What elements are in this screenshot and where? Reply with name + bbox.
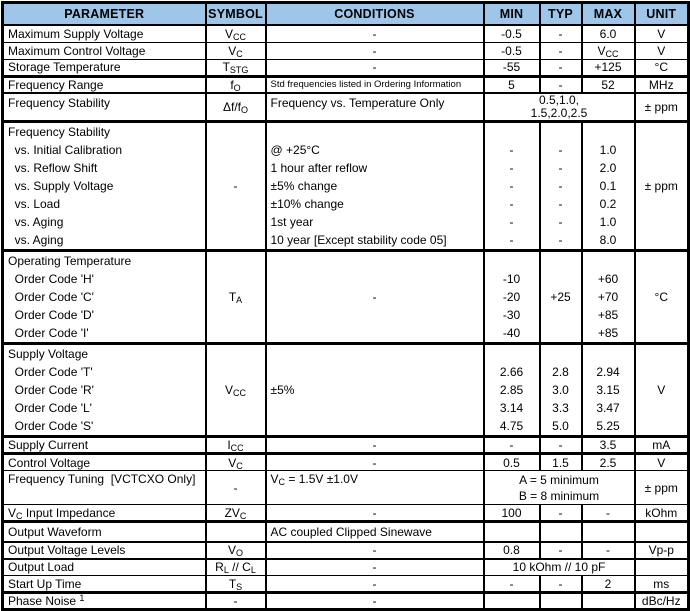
cell-line: Order Code 'I' — [8, 326, 89, 340]
cell-typ — [540, 344, 582, 437]
table-row — [3, 251, 689, 344]
cell-conditions: - — [266, 59, 484, 76]
cell-symbol: $T_A$ — [206, 251, 266, 344]
cell-line: 2.94 — [596, 365, 620, 379]
cell-line — [485, 345, 539, 363]
cell-min — [484, 522, 540, 542]
cell-min: -0.5 — [484, 42, 540, 59]
cell-line: 3.0 — [552, 383, 569, 397]
cell-unit: ± ppm — [635, 122, 689, 251]
cell-line — [541, 345, 581, 363]
cell-unit: mA — [635, 437, 689, 454]
cell-line: Frequency Stability — [8, 96, 111, 110]
cell-max: - — [582, 542, 635, 559]
cell-line: -40 — [502, 326, 521, 340]
cell-line: 1st year — [270, 215, 314, 229]
cell-min: 100 — [484, 505, 540, 522]
cell-line: - — [558, 143, 563, 157]
cell-max — [582, 122, 635, 251]
column-header-typ: TYP — [540, 3, 582, 26]
cell-line: B = 8 minimum — [518, 488, 600, 503]
header-row — [3, 3, 689, 26]
cell-line — [583, 123, 634, 141]
cell-line: A = 5 minimum — [519, 472, 599, 487]
cell-parameter — [3, 471, 206, 505]
cell-conditions: Std frequencies listed in Ordering Information — [266, 76, 484, 93]
cell-line: 8.0 — [599, 233, 617, 247]
cell-line: ±10% change — [270, 197, 344, 211]
column-header-conditions: CONDITIONS — [266, 3, 484, 26]
cell-min: 0.8 — [484, 542, 540, 559]
cell-typ — [540, 593, 582, 610]
cell-symbol: $ZV_C$ — [206, 505, 266, 522]
cell-line: Order Code 'T' — [8, 365, 93, 379]
cell-parameter: Maximum Control Voltage — [3, 42, 206, 59]
cell-symbol: $V_{CC}$ — [206, 25, 266, 42]
cell-line: - — [509, 197, 514, 211]
column-header-max: MAX — [582, 3, 635, 26]
cell-line: 0.5,1.0, — [538, 93, 580, 107]
cell-symbol — [206, 522, 266, 542]
cell-symbol: $V_{CC}$ — [206, 344, 266, 437]
cell-typ: - — [540, 542, 582, 559]
cell-min: 0.5 — [484, 454, 540, 471]
cell-line: - — [509, 161, 514, 175]
cell-parameter: Frequency Range — [3, 76, 206, 93]
cell-symbol: $I_{CC}$ — [206, 437, 266, 454]
cell-conditions: - — [266, 251, 484, 344]
cell-line: 3.3 — [552, 401, 569, 415]
cell-line: - — [509, 233, 514, 247]
cell-line: 2.0 — [599, 161, 617, 175]
cell-typ: - — [540, 42, 582, 59]
cell-symbol: - — [206, 471, 266, 505]
cell-line: Order Code 'S' — [8, 419, 94, 433]
cell-line: +70 — [597, 290, 619, 304]
cell-max: - — [582, 505, 635, 522]
cell-max — [582, 593, 635, 610]
cell-unit: °C — [635, 59, 689, 76]
table-row — [3, 505, 689, 522]
cell-max — [582, 344, 635, 437]
spec-sheet — [1, 1, 690, 611]
cell-line: Order Code 'L' — [8, 401, 92, 415]
cell-unit: V — [635, 454, 689, 471]
cell-line: 3.47 — [596, 401, 620, 415]
cell-conditions: - — [266, 559, 484, 576]
cell-conditions: - — [266, 42, 484, 59]
cell-line: - — [558, 161, 563, 175]
cell-symbol: $T_S$ — [206, 576, 266, 593]
cell-unit: MHz — [635, 76, 689, 93]
cell-min — [484, 471, 635, 505]
cell-unit: V — [635, 344, 689, 437]
cell-line: 5.25 — [596, 419, 620, 433]
cell-line: 4.75 — [499, 419, 524, 433]
cell-typ: +25 — [540, 251, 582, 344]
cell-line: +85 — [597, 326, 619, 340]
page — [0, 1, 690, 608]
cell-typ: - — [540, 25, 582, 42]
cell-line — [485, 123, 539, 141]
cell-line: 1.5,2.0,2.5 — [530, 106, 588, 120]
cell-min: - — [484, 576, 540, 593]
cell-parameter: $V_C$ Input Impedance — [3, 505, 206, 522]
cell-line: +85 — [597, 308, 619, 322]
cell-conditions: AC coupled Clipped Sinewave — [266, 522, 484, 542]
cell-max: $V_{CC}$ — [582, 42, 635, 59]
cell-line: Order Code 'C' — [8, 290, 94, 304]
cell-line — [583, 345, 634, 363]
cell-conditions — [266, 471, 484, 505]
column-header-min: MIN — [484, 3, 540, 26]
cell-line: - — [509, 215, 514, 229]
cell-line: vs. Load — [8, 197, 61, 211]
cell-parameter: Maximum Supply Voltage — [3, 25, 206, 42]
column-header-symbol: SYMBOL — [206, 3, 266, 26]
cell-symbol: $V_O$ — [206, 542, 266, 559]
cell-unit: ms — [635, 576, 689, 593]
spec-table — [1, 1, 690, 611]
cell-conditions: - — [266, 454, 484, 471]
table-row — [3, 593, 689, 610]
cell-typ — [540, 522, 582, 542]
cell-line: 10 year [Except stability code 05] — [270, 233, 447, 247]
cell-max: 2.5 — [582, 454, 635, 471]
cell-unit: V — [635, 42, 689, 59]
cell-conditions: - — [266, 505, 484, 522]
cell-unit: Vp-p — [635, 542, 689, 559]
cell-line: 5.0 — [552, 419, 569, 433]
cell-line: -10 — [502, 272, 521, 286]
table-row — [3, 59, 689, 76]
cell-line: 0.2 — [599, 197, 617, 211]
cell-parameter: Control Voltage — [3, 454, 206, 471]
cell-line: 1 hour after reflow — [270, 161, 368, 175]
cell-min: -55 — [484, 59, 540, 76]
cell-line: Frequency Tuning [VCTCXO Only] — [8, 472, 196, 486]
cell-line: Supply Voltage — [8, 347, 89, 361]
cell-line: Order Code 'H' — [8, 272, 94, 286]
cell-line: Operating Temperature — [8, 254, 132, 268]
cell-line: - — [558, 233, 563, 247]
cell-max: 2 — [582, 576, 635, 593]
cell-line: Order Code 'D' — [8, 308, 94, 322]
cell-conditions — [266, 122, 484, 251]
cell-parameter: Output Waveform — [3, 522, 206, 542]
cell-conditions: - — [266, 593, 484, 610]
cell-typ: - — [540, 505, 582, 522]
cell-line: $V_C = 1.5V \pm 1.0V$ — [270, 472, 358, 487]
cell-line — [541, 123, 581, 141]
table-row — [3, 122, 689, 251]
table-row — [3, 576, 689, 593]
cell-min: -0.5 — [484, 25, 540, 42]
cell-conditions: ±5% — [266, 344, 484, 437]
cell-unit — [635, 522, 689, 542]
cell-typ: - — [540, 59, 582, 76]
cell-symbol: $f_O$ — [206, 76, 266, 93]
cell-parameter: Phase Noise $^1$ — [3, 593, 206, 610]
cell-parameter: Supply Current — [3, 437, 206, 454]
cell-parameter — [3, 344, 206, 437]
table-row — [3, 25, 689, 42]
cell-line: Frequency Stability — [8, 125, 111, 139]
cell-parameter: Start Up Time — [3, 576, 206, 593]
cell-line: @ +25°C — [270, 143, 320, 157]
cell-line: vs. Aging — [8, 233, 64, 247]
cell-line: 0.1 — [599, 179, 617, 193]
cell-min: 5 — [484, 76, 540, 93]
cell-max: 52 — [582, 76, 635, 93]
cell-min — [484, 93, 635, 122]
cell-line: 2.8 — [552, 365, 569, 379]
cell-max: +125 — [582, 59, 635, 76]
cell-typ: - — [540, 576, 582, 593]
cell-line: 1.0 — [599, 215, 617, 229]
cell-unit: °C — [635, 251, 689, 344]
table-row — [3, 559, 689, 576]
table-row — [3, 42, 689, 59]
cell-conditions: - — [266, 25, 484, 42]
cell-line: vs. Initial Calibration — [8, 143, 123, 157]
cell-symbol: $\Delta f/f_O$ — [206, 93, 266, 122]
table-row — [3, 344, 689, 437]
table-row — [3, 437, 689, 454]
cell-parameter: Output Voltage Levels — [3, 542, 206, 559]
cell-conditions: - — [266, 576, 484, 593]
cell-line: 2.66 — [499, 365, 524, 379]
cell-typ — [540, 122, 582, 251]
cell-line — [271, 123, 483, 141]
cell-min — [484, 593, 540, 610]
cell-line: 1.0 — [599, 143, 617, 157]
cell-line: -20 — [502, 290, 521, 304]
cell-min: 10 kOhm // 10 pF — [484, 559, 635, 576]
cell-line: vs. Supply Voltage — [8, 179, 114, 193]
cell-parameter — [3, 122, 206, 251]
cell-symbol: $V_C$ — [206, 42, 266, 59]
cell-unit — [635, 559, 689, 576]
cell-line: vs. Aging — [8, 215, 64, 229]
table-row — [3, 93, 689, 122]
cell-max — [582, 522, 635, 542]
cell-parameter — [3, 93, 206, 122]
cell-parameter: Storage Temperature — [3, 59, 206, 76]
cell-max — [582, 251, 635, 344]
cell-line: - — [558, 197, 563, 211]
cell-symbol: $T_{STG}$ — [206, 59, 266, 76]
cell-unit: ± ppm — [635, 471, 689, 505]
cell-symbol: $R_L // C_L$ — [206, 559, 266, 576]
cell-line: 3.14 — [499, 401, 524, 415]
cell-line: - — [509, 143, 514, 157]
cell-parameter: Output Load — [3, 559, 206, 576]
table-row — [3, 454, 689, 471]
table-row — [3, 76, 689, 93]
cell-parameter — [3, 251, 206, 344]
cell-min — [484, 122, 540, 251]
cell-line: - — [509, 179, 514, 193]
cell-unit: ± ppm — [635, 93, 689, 122]
cell-conditions: - — [266, 437, 484, 454]
cell-min: - — [484, 437, 540, 454]
cell-symbol: - — [206, 593, 266, 610]
cell-max: 6.0 — [582, 25, 635, 42]
cell-symbol: $V_C$ — [206, 454, 266, 471]
cell-line: - — [558, 215, 563, 229]
cell-line: - — [558, 179, 563, 193]
cell-conditions — [266, 93, 484, 122]
column-header-parameter: PARAMETER — [3, 3, 206, 26]
cell-unit: dBc/Hz — [635, 593, 689, 610]
cell-line: -30 — [502, 308, 521, 322]
table-row — [3, 542, 689, 559]
cell-typ: - — [540, 437, 582, 454]
cell-unit: V — [635, 25, 689, 42]
cell-conditions: - — [266, 542, 484, 559]
cell-line: Frequency vs. Temperature Only — [270, 96, 445, 110]
cell-line: vs. Reflow Shift — [8, 161, 98, 175]
cell-min — [484, 344, 540, 437]
cell-unit: kOhm — [635, 505, 689, 522]
cell-line — [485, 252, 539, 270]
cell-line: 2.85 — [499, 383, 524, 397]
cell-typ: - — [540, 76, 582, 93]
cell-max: 3.5 — [582, 437, 635, 454]
table-row — [3, 471, 689, 505]
cell-min — [484, 251, 540, 344]
cell-typ: 1.5 — [540, 454, 582, 471]
cell-symbol: - — [206, 122, 266, 251]
cell-line: Order Code 'R' — [8, 383, 94, 397]
column-header-unit: UNIT — [635, 3, 689, 26]
cell-line: 3.15 — [596, 383, 620, 397]
cell-line: ±5% change — [270, 179, 338, 193]
cell-line — [583, 252, 634, 270]
table-row — [3, 522, 689, 542]
cell-line: +60 — [597, 272, 619, 286]
